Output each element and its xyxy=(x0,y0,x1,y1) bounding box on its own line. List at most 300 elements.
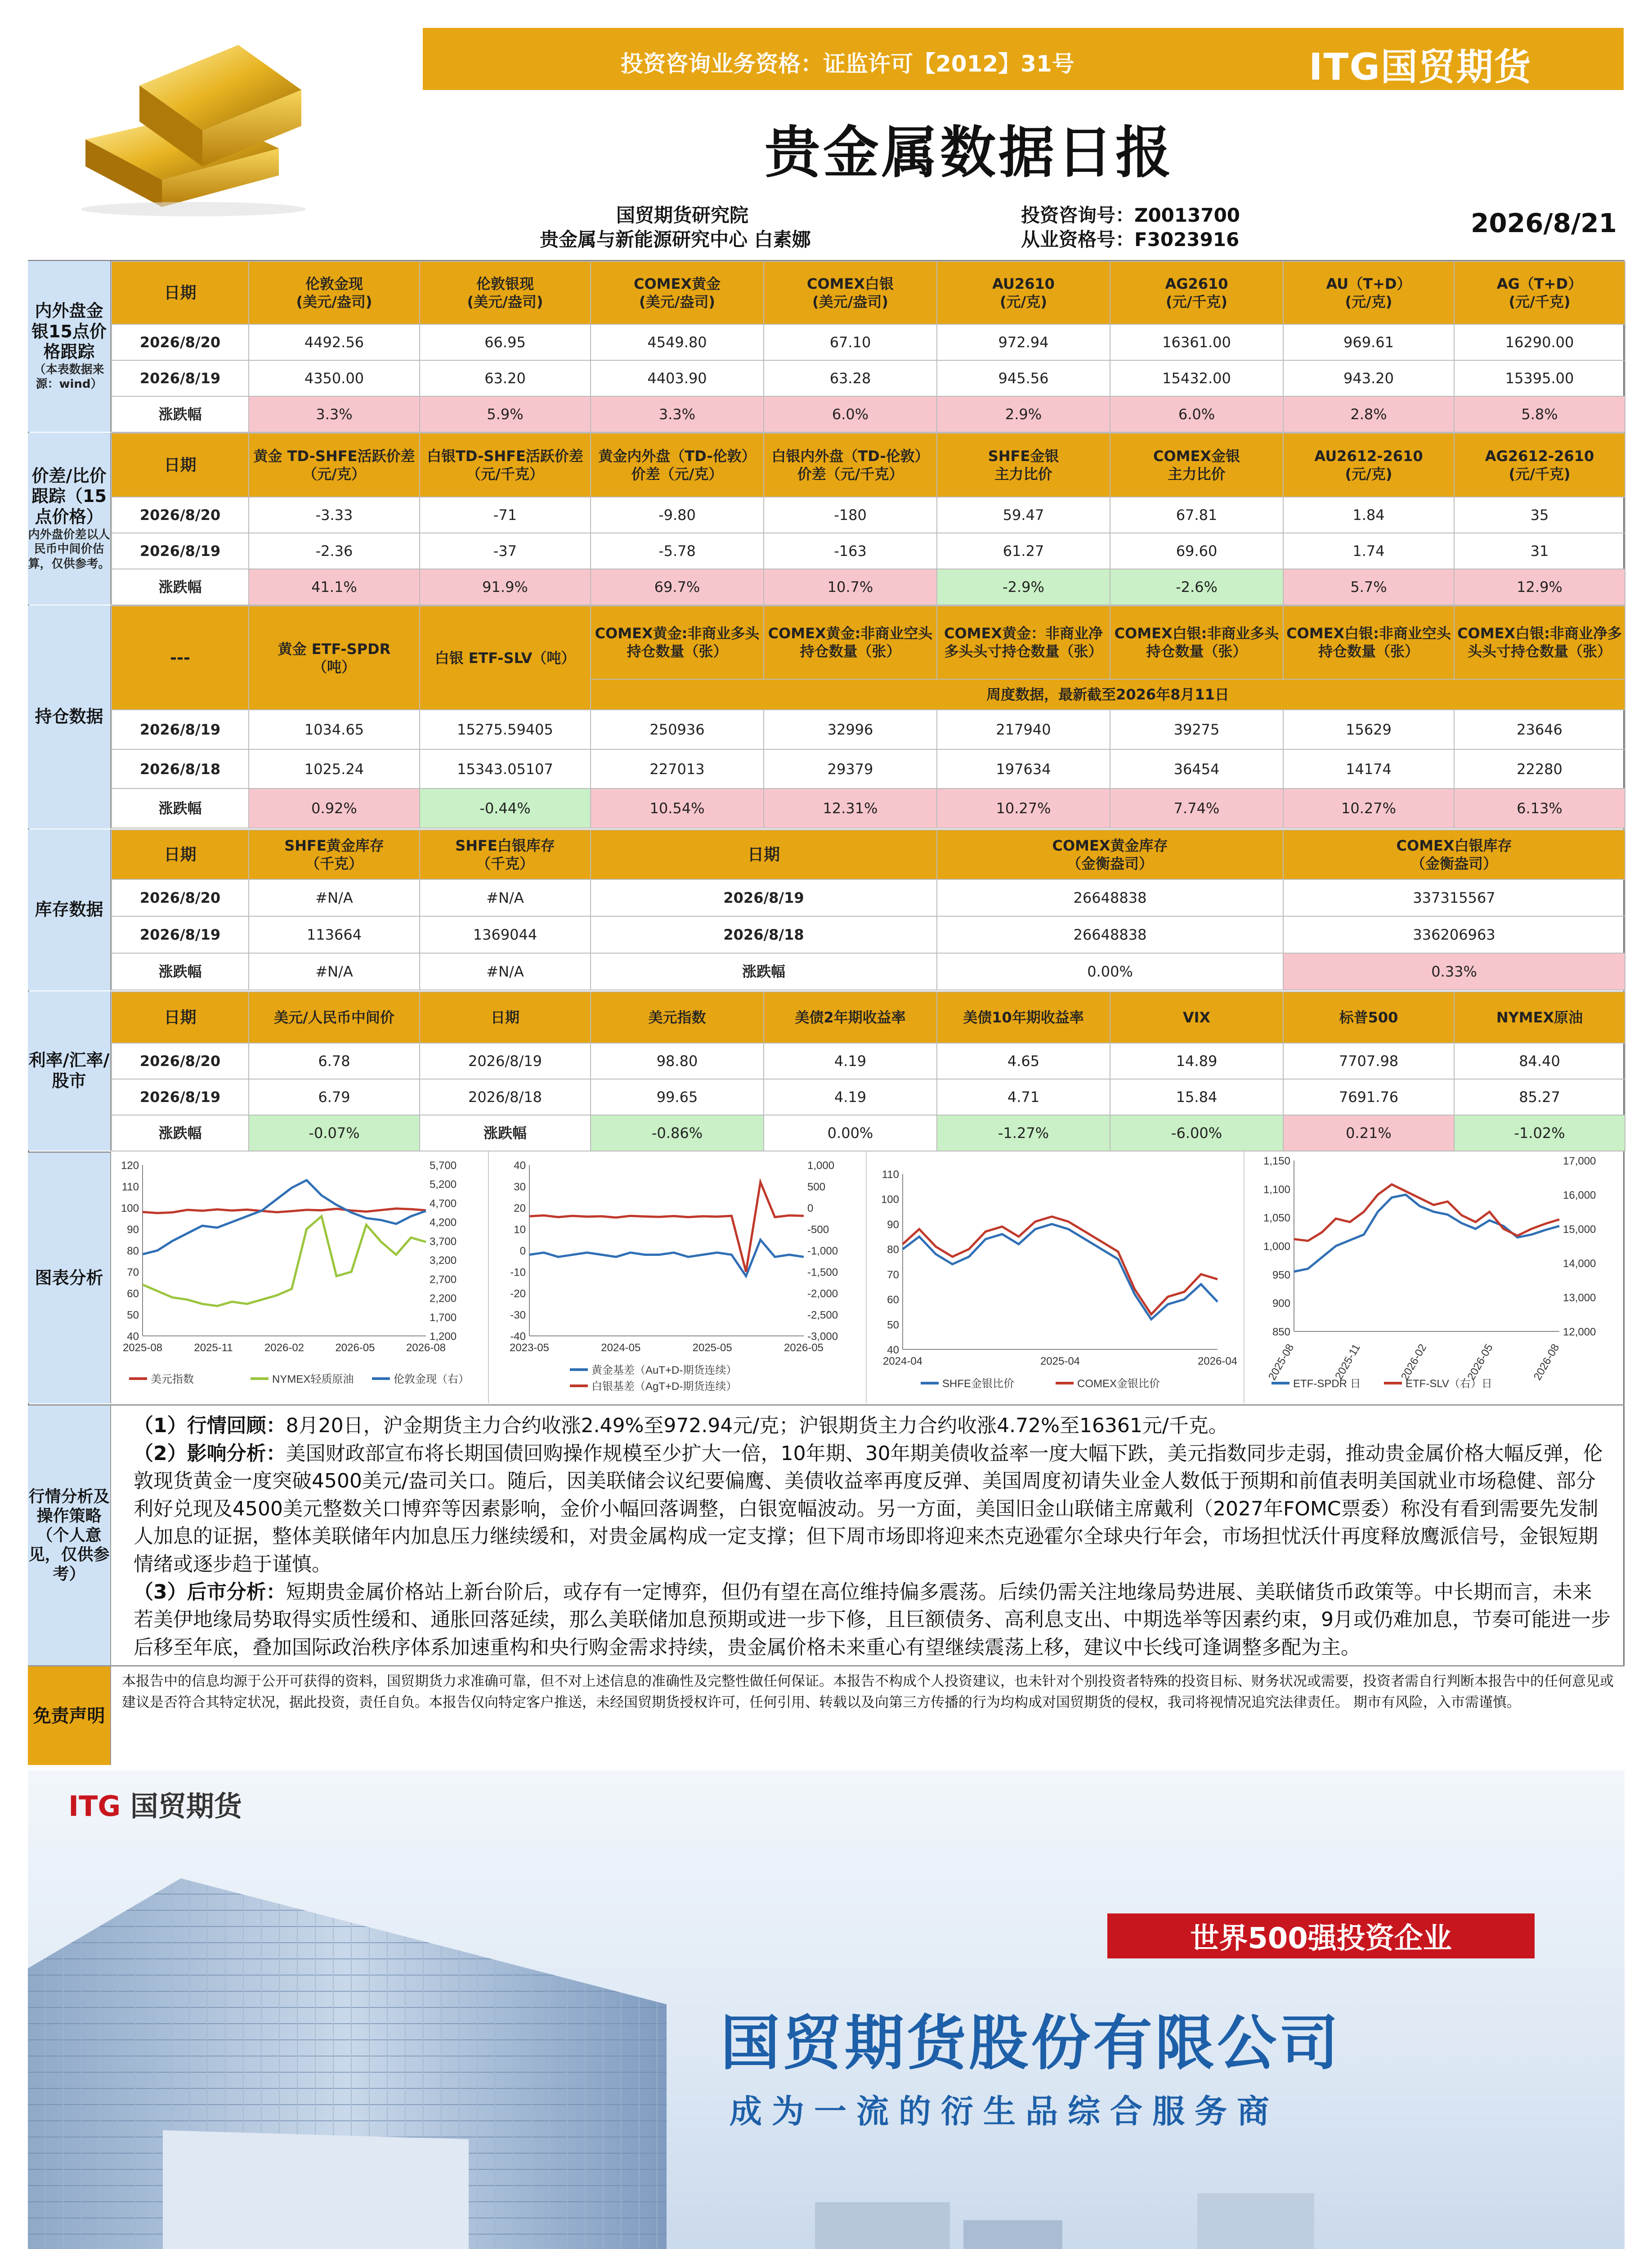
change-cell: 69.7% xyxy=(591,569,764,605)
header-cell: 美元/人民币中间价 xyxy=(249,992,420,1043)
x-tick-label: 2026-05 xyxy=(1465,1342,1495,1383)
header-cell: 日期 xyxy=(112,830,249,879)
data-cell: #N/A xyxy=(420,879,591,916)
data-cell: 7707.98 xyxy=(1283,1043,1454,1079)
header-cell: COMEX白银库存 （金衡盎司） xyxy=(1283,830,1625,879)
data-cell: 197634 xyxy=(937,749,1110,789)
y2-tick-label: 1,000 xyxy=(807,1160,835,1172)
series-line xyxy=(143,1216,426,1306)
header-cell: SHFE金银 主力比价 xyxy=(937,433,1110,497)
side-rates xyxy=(28,991,111,1151)
side-rates-title: 利率/汇率/股市 xyxy=(28,1050,110,1091)
analysis-outlook xyxy=(134,1578,1611,1662)
y2-tick-label: 5,200 xyxy=(430,1178,457,1191)
data-cell: 2026/8/19 xyxy=(420,1043,591,1079)
change-cell: 41.1% xyxy=(249,569,420,605)
y-tick-label: 50 xyxy=(127,1309,139,1322)
y-tick-label: 70 xyxy=(127,1266,139,1279)
y-tick-label: -40 xyxy=(510,1331,526,1343)
series-line xyxy=(903,1217,1218,1314)
inventory-table xyxy=(111,829,1625,990)
change-label: 涨跌幅 xyxy=(112,788,249,828)
header-cell: AG（T+D） (元/千克) xyxy=(1454,261,1625,324)
side-spread-title: 价差/比价跟踪（15点价格） xyxy=(31,466,107,527)
change-cell: 91.9% xyxy=(420,569,591,605)
change-label: 涨跌幅 xyxy=(112,569,249,605)
y2-tick-label: 2,700 xyxy=(430,1273,457,1286)
y-tick-label: 90 xyxy=(127,1223,139,1236)
data-cell: 67.81 xyxy=(1110,497,1283,533)
change-cell: 10.27% xyxy=(1283,788,1454,828)
data-cell: -5.78 xyxy=(591,533,764,569)
header-cell: 标普500 xyxy=(1283,992,1454,1043)
change-cell: 6.0% xyxy=(764,396,937,432)
change-cell: 3.3% xyxy=(249,396,420,432)
weekly-note: 周度数据，最新截至2026年8月11日 xyxy=(591,679,1625,710)
y-tick-label: 1,100 xyxy=(1263,1183,1290,1196)
banner-company-name: 国贸期货股份有限公司 xyxy=(721,2009,1341,2078)
side-spread xyxy=(28,433,111,605)
y-tick-label: 90 xyxy=(887,1219,899,1231)
header-cell: COMEX黄金库存 （金衡盎司） xyxy=(937,830,1283,879)
change-cell: #N/A xyxy=(420,953,591,990)
table-row xyxy=(112,1043,1625,1079)
header-cell: 日期 xyxy=(420,992,591,1043)
change-label: 涨跌幅 xyxy=(112,953,249,990)
header-cell: 日期 xyxy=(591,830,937,879)
y2-tick-label: -500 xyxy=(807,1223,829,1236)
data-cell: 4.71 xyxy=(937,1079,1110,1115)
data-cell: 63.20 xyxy=(420,360,591,396)
x-tick-label: 2026-02 xyxy=(264,1342,304,1354)
y-tick-label: -10 xyxy=(510,1266,526,1279)
side-inventory-title: 库存数据 xyxy=(35,900,103,920)
data-cell: -180 xyxy=(764,497,937,533)
y-tick-label: 850 xyxy=(1272,1326,1290,1338)
legend-label: 伦敦金现（右） xyxy=(394,1373,469,1385)
y-tick-label: 80 xyxy=(127,1245,139,1257)
change-cell: -2.6% xyxy=(1110,569,1283,605)
side-spread-note: 内外盘价差以人民币中间价估算，仅供参考。 xyxy=(28,528,110,571)
change-cell: 7.74% xyxy=(1110,788,1283,828)
header-cell: 黄金 TD-SHFE活跃价差（元/克） xyxy=(249,433,420,497)
header-cell: 白银TD-SHFE活跃价差（元/千克） xyxy=(420,433,591,497)
side-disclaimer-title: 免责声明 xyxy=(33,1705,105,1726)
banner-logo-cn: 国贸期货 xyxy=(130,1790,242,1823)
data-cell: 7691.76 xyxy=(1283,1079,1454,1115)
x-tick-label: 2025-08 xyxy=(122,1342,163,1354)
side-disclaimer xyxy=(28,1665,111,1765)
legend-label: 黄金基差（AuT+D-期货连续） xyxy=(591,1364,737,1376)
side-inventory xyxy=(28,829,111,990)
header-cell: AU2612-2610 (元/克) xyxy=(1283,433,1454,497)
banner-slogan: 成为一流的衍生品综合服务商 xyxy=(730,2092,1280,2130)
x-tick-label: 2026-08 xyxy=(1531,1342,1562,1383)
side-position xyxy=(28,605,111,829)
price-table xyxy=(111,261,1625,433)
y2-tick-label: 12,000 xyxy=(1563,1326,1596,1338)
x-tick-label: 2025-04 xyxy=(1040,1355,1080,1367)
data-cell: 98.80 xyxy=(591,1043,764,1079)
y-tick-label: 40 xyxy=(887,1344,899,1356)
series-line xyxy=(143,1209,426,1213)
x-tick-label: 2025-11 xyxy=(194,1342,233,1354)
change-cell: 0.21% xyxy=(1283,1115,1454,1151)
chart-gold-silver-ratio xyxy=(867,1151,1245,1403)
table-row xyxy=(112,324,1625,360)
change-cell: 6.0% xyxy=(1110,396,1283,432)
change-cell: 5.9% xyxy=(420,396,591,432)
data-cell: 15275.59405 xyxy=(420,710,591,749)
side-analysis xyxy=(28,1404,111,1665)
data-cell: 15432.00 xyxy=(1110,360,1283,396)
y-tick-label: 1,050 xyxy=(1263,1212,1290,1224)
y-tick-label: 10 xyxy=(514,1223,526,1236)
company-banner xyxy=(28,1770,1625,2249)
change-cell: 涨跌幅 xyxy=(591,953,937,990)
change-cell: 5.7% xyxy=(1283,569,1454,605)
chart-gold-usd-oil xyxy=(111,1151,489,1403)
analysis-review-label: （1）行情回顾： xyxy=(134,1414,286,1437)
data-cell: 29379 xyxy=(764,749,937,789)
y-tick-label: 0 xyxy=(519,1245,526,1257)
change-cell: 10.27% xyxy=(937,788,1110,828)
data-cell: 14174 xyxy=(1283,749,1454,789)
header-cell: VIX xyxy=(1110,992,1283,1043)
data-cell: 2026/8/19 xyxy=(112,916,249,953)
y-tick-label: 1,150 xyxy=(1263,1155,1290,1167)
data-cell: 23646 xyxy=(1454,710,1625,749)
y2-tick-label: -2,000 xyxy=(807,1288,838,1300)
series-line xyxy=(903,1224,1218,1319)
change-cell: #N/A xyxy=(249,953,420,990)
table-row xyxy=(112,916,1625,953)
y-tick-label: 110 xyxy=(121,1181,139,1193)
data-cell: 2026/8/20 xyxy=(112,1043,249,1079)
x-tick-label: 2026-02 xyxy=(1398,1342,1429,1383)
header-cell: AG2610 (元/千克) xyxy=(1110,261,1283,324)
header-cell: 白银内外盘（TD-伦敦）价差（元/千克） xyxy=(764,433,937,497)
data-cell: 2026/8/18 xyxy=(112,749,249,789)
side-position-title: 持仓数据 xyxy=(35,707,103,727)
analysis-review xyxy=(134,1412,1611,1440)
header-row xyxy=(112,992,1625,1043)
y-tick-label: 50 xyxy=(887,1319,899,1331)
data-cell: #N/A xyxy=(249,879,420,916)
y-tick-label: 40 xyxy=(514,1160,526,1172)
banner-tag: 世界500强投资企业 xyxy=(1107,1913,1535,1958)
header-cell: AU（T+D） (元/克) xyxy=(1283,261,1454,324)
data-cell: 2026/8/18 xyxy=(591,916,937,953)
analysis-text xyxy=(111,1404,1625,1665)
data-cell: 2026/8/19 xyxy=(112,533,249,569)
table-row xyxy=(112,879,1625,916)
data-cell: 2026/8/20 xyxy=(112,497,249,533)
data-cell: 2026/8/19 xyxy=(591,879,937,916)
data-cell: 15629 xyxy=(1283,710,1454,749)
change-cell: -0.86% xyxy=(591,1115,764,1151)
chart-basis xyxy=(489,1151,867,1403)
y2-tick-label: 1,700 xyxy=(430,1311,457,1324)
data-cell: 15343.05107 xyxy=(420,749,591,789)
qualification-number: 从业资格号：F3023916 xyxy=(1021,228,1240,251)
data-cell: -71 xyxy=(420,497,591,533)
legend-label: ETF-SLV（右）日 xyxy=(1406,1378,1492,1390)
change-cell: 0.33% xyxy=(1283,953,1625,990)
y2-tick-label: 500 xyxy=(807,1181,826,1193)
data-cell: 337315567 xyxy=(1283,879,1625,916)
y-tick-label: 120 xyxy=(121,1160,139,1172)
data-cell: 1369044 xyxy=(420,916,591,953)
data-cell: 1025.24 xyxy=(249,749,420,789)
data-cell: 26648838 xyxy=(937,916,1283,953)
header-cell: SHFE白银库存 （千克） xyxy=(420,830,591,879)
y2-tick-label: 1,200 xyxy=(430,1331,457,1343)
y-tick-label: 80 xyxy=(887,1244,899,1256)
data-cell: 250936 xyxy=(591,710,764,749)
header-cell: 美债10年期收益率 xyxy=(937,992,1110,1043)
y2-tick-label: 5,700 xyxy=(430,1160,457,1172)
rates-table xyxy=(111,991,1625,1151)
data-cell: 59.47 xyxy=(937,497,1110,533)
data-cell: -37 xyxy=(420,533,591,569)
header-cell: COMEX白银:非商业多头持仓数量（张） xyxy=(1110,606,1283,679)
header-cell: COMEX黄金 (美元/盎司) xyxy=(591,261,764,324)
data-cell: 67.10 xyxy=(764,324,937,360)
header-cell: 日期 xyxy=(112,261,249,324)
position-table xyxy=(111,605,1625,829)
side-charts-title: 图表分析 xyxy=(35,1268,103,1288)
change-cell: 12.31% xyxy=(764,788,937,828)
y2-tick-label: 3,200 xyxy=(430,1254,457,1267)
x-tick-label: 2024-04 xyxy=(882,1355,923,1367)
data-cell: 61.27 xyxy=(937,533,1110,569)
data-cell: 972.94 xyxy=(937,324,1110,360)
data-cell: 945.56 xyxy=(937,360,1110,396)
change-cell: 2.8% xyxy=(1283,396,1454,432)
data-cell: 2026/8/19 xyxy=(112,710,249,749)
data-cell: 4549.80 xyxy=(591,324,764,360)
spread-table xyxy=(111,433,1625,605)
legend-label: COMEX金银比价 xyxy=(1077,1378,1160,1390)
data-cell: 2026/8/20 xyxy=(112,324,249,360)
data-cell: 32996 xyxy=(764,710,937,749)
series-line xyxy=(529,1240,804,1276)
y-tick-label: 1,000 xyxy=(1263,1241,1290,1253)
x-tick-label: 2026-08 xyxy=(406,1342,446,1354)
legend-label: NYMEX轻质原油 xyxy=(272,1373,354,1385)
disclaimer-text: 本报告中的信息均源于公开可获得的资料，国贸期货力求准确可靠，但不对上述信息的准确性及完整性做任何保证。本报告不构成个人投资建议，也未针对个别投资者特殊的投资目标、财务状况或需要，投资者需自行判断本报告中的任何意见或建议是否符合其特定状况，据此投资，责任自负。本报告仅向特定客户推送，未经国贸期货授权许可，任何引用、转载以及向第三方传播的行为均构成对国贸期货的侵权，我司将视情况追究法律责任。 期市有风险，入市需谨慎。 xyxy=(111,1665,1625,1765)
header-cell: 白银 ETF-SLV（吨） xyxy=(420,606,591,710)
header-cell: 伦敦银现 (美元/盎司) xyxy=(420,261,591,324)
data-cell: 6.79 xyxy=(249,1079,420,1115)
header-cell: COMEX白银:非商业空头持仓数量（张） xyxy=(1283,606,1454,679)
data-cell: 1034.65 xyxy=(249,710,420,749)
table-row xyxy=(112,749,1625,789)
y-tick-label: 950 xyxy=(1272,1269,1290,1281)
header-cell: AU2610 (元/克) xyxy=(937,261,1110,324)
change-cell: -1.27% xyxy=(937,1115,1110,1151)
change-cell: 0.00% xyxy=(764,1115,937,1151)
table-row xyxy=(112,1079,1625,1115)
data-cell: 36454 xyxy=(1110,749,1283,789)
header-row xyxy=(112,830,1625,879)
x-tick-label: 2025-05 xyxy=(692,1342,732,1354)
y-tick-label: 60 xyxy=(127,1288,139,1300)
header-cell: COMEX黄金:非商业空头持仓数量（张） xyxy=(764,606,937,679)
data-cell: 217940 xyxy=(937,710,1110,749)
data-cell: 4.19 xyxy=(764,1043,937,1079)
data-cell: 2026/8/19 xyxy=(112,360,249,396)
y2-tick-label: -1,500 xyxy=(807,1266,838,1279)
data-cell: -2.36 xyxy=(249,533,420,569)
y2-tick-label: 17,000 xyxy=(1563,1155,1596,1167)
x-tick-label: 2025-11 xyxy=(1333,1342,1363,1382)
series-line xyxy=(529,1182,804,1272)
data-cell: 31 xyxy=(1454,533,1625,569)
header-cell: 美债2年期收益率 xyxy=(764,992,937,1043)
header-row xyxy=(112,606,1625,679)
data-cell: 6.78 xyxy=(249,1043,420,1079)
y2-tick-label: 15,000 xyxy=(1563,1223,1596,1236)
header-row xyxy=(112,261,1625,324)
table-row xyxy=(112,497,1625,533)
y2-tick-label: 13,000 xyxy=(1563,1292,1596,1304)
change-cell: -2.9% xyxy=(937,569,1110,605)
series-line xyxy=(1294,1195,1559,1272)
data-cell: 227013 xyxy=(591,749,764,789)
analysis-impact-label: （2）影响分析： xyxy=(134,1442,286,1465)
data-cell: 35 xyxy=(1454,497,1625,533)
analysis-impact-body: 美国财政部宣布将长期国债回购操作规模至少扩大一倍，10年期、30年期美债收益率一度大幅下跌，美元指数同步走弱，推动贵金属价格大幅反弹，伦敦现货黄金一度突破4500美元/盎司关口。随后，因美联储会议纪要偏鹰、美债收益率再度反弹、美国周度初请失业金人数低于预期和前值表明美国就业市场稳健、部分利好兑现及4500美元整数关口博弈等因素影响，金价小幅回落调整，白银宽幅波动。另一方面，美国旧金山联储主席戴利（2027年FOMC票委）称没有看到需要先发制人加息的证据，整体美联储年内加息压力继续缓和，对贵金属构成一定支撑；但下周市场即将迎来杰克逊霍尔全球央行年会，市场担忧沃什再度释放鹰派信号，金银短期情绪或逐步趋于谨慎。 xyxy=(134,1442,1603,1576)
chart-etf-holdings xyxy=(1245,1151,1625,1403)
change-row xyxy=(112,953,1625,990)
data-cell: 16290.00 xyxy=(1454,324,1625,360)
license-text: 投资咨询业务资格：证监许可【2012】31号 xyxy=(621,51,1074,77)
header-cell: 黄金 ETF-SPDR （吨） xyxy=(249,606,420,710)
x-tick-label: 2026-05 xyxy=(335,1342,375,1354)
data-cell: 26648838 xyxy=(937,879,1283,916)
y-tick-label: 900 xyxy=(1272,1297,1290,1310)
side-price xyxy=(28,261,111,432)
data-cell: -163 xyxy=(764,533,937,569)
header-cell: COMEX金银 主力比价 xyxy=(1110,433,1283,497)
side-analysis-title: 行情分析及操作策略（个人意见，仅供参考） xyxy=(28,1487,110,1584)
header-cell: 日期 xyxy=(112,992,249,1043)
x-tick-label: 2026-05 xyxy=(783,1342,824,1354)
header-row xyxy=(112,433,1625,497)
header-cell: 日期 xyxy=(112,433,249,497)
legend-label: ETF-SPDR 日 xyxy=(1293,1378,1361,1390)
data-cell: 2026/8/18 xyxy=(420,1079,591,1115)
data-cell: 39275 xyxy=(1110,710,1283,749)
data-cell: 99.65 xyxy=(591,1079,764,1115)
change-row xyxy=(112,569,1625,605)
analysis-outlook-body: 短期贵金属价格站上新台阶后，或存有一定博弈，但仍有望在高位维持偏多震荡。后续仍需关注地缘局势进展、美联储货币政策等。中长期而言，未来若美伊地缘局势取得实质性缓和、通胀回落延续，那么美联储加息预期或进一步下修，且巨额债务、高利息支出、中期选举等因素约束，9月或仍难加息，节奏可能进一步后移至年底，叠加国际政治秩序体系加速重构和央行购金需求持续，贵金属价格未来重心有望继续震荡上移，建议中长线可逢调整多配为主。 xyxy=(134,1580,1611,1659)
analysis-outlook-label: （3）后市分析： xyxy=(134,1580,286,1604)
x-tick-label: 2023-05 xyxy=(509,1342,550,1354)
data-cell: 15395.00 xyxy=(1454,360,1625,396)
header-cell: AG2612-2610 (元/千克) xyxy=(1454,433,1625,497)
change-label: 涨跌幅 xyxy=(112,1115,249,1151)
data-cell: 943.20 xyxy=(1283,360,1454,396)
y-tick-label: 20 xyxy=(514,1202,526,1214)
data-cell: 15.84 xyxy=(1110,1079,1283,1115)
y-tick-label: 70 xyxy=(887,1268,899,1281)
data-cell: 1.84 xyxy=(1283,497,1454,533)
change-cell: 3.3% xyxy=(591,396,764,432)
y2-tick-label: -3,000 xyxy=(807,1331,838,1343)
side-charts xyxy=(28,1151,111,1403)
header-cell: 伦敦金现 (美元/盎司) xyxy=(249,261,420,324)
change-cell: 0.92% xyxy=(249,788,420,828)
banner-logo xyxy=(68,1784,242,1824)
header-cell: SHFE黄金库存 （千克） xyxy=(249,830,420,879)
side-price-note: （本表数据来源：wind） xyxy=(34,363,104,391)
header-cell: COMEX白银 (美元/盎司) xyxy=(764,261,937,324)
change-cell: 5.8% xyxy=(1454,396,1625,432)
y2-tick-label: 14,000 xyxy=(1563,1258,1596,1270)
gold-bars-image xyxy=(67,31,319,220)
header-cell: 黄金内外盘（TD-伦敦）价差（元/克） xyxy=(591,433,764,497)
header-cell: NYMEX原油 xyxy=(1454,992,1625,1043)
data-cell: 22280 xyxy=(1454,749,1625,789)
y-tick-label: 100 xyxy=(881,1193,899,1206)
data-cell: 14.89 xyxy=(1110,1043,1283,1079)
y-tick-label: 30 xyxy=(514,1181,526,1193)
change-label: 涨跌幅 xyxy=(112,396,249,432)
data-cell: 4492.56 xyxy=(249,324,420,360)
header-cell: 美元指数 xyxy=(591,992,764,1043)
data-cell: 2026/8/20 xyxy=(112,879,249,916)
data-cell: 63.28 xyxy=(764,360,937,396)
report-date: 2026/8/21 xyxy=(1471,208,1617,238)
y-tick-label: 100 xyxy=(121,1202,139,1214)
y2-tick-label: 3,700 xyxy=(430,1235,457,1248)
change-cell: 6.13% xyxy=(1454,788,1625,828)
header-bar xyxy=(423,28,1624,90)
y2-tick-label: 0 xyxy=(807,1202,814,1214)
y-tick-label: 60 xyxy=(887,1294,899,1306)
institute-name: 国贸期货研究院 xyxy=(616,204,749,226)
charts-area xyxy=(111,1151,1625,1403)
analysis-impact xyxy=(134,1440,1611,1578)
y2-tick-label: 16,000 xyxy=(1563,1189,1596,1201)
change-cell: 涨跌幅 xyxy=(420,1115,591,1151)
data-cell: 113664 xyxy=(249,916,420,953)
data-cell: 66.95 xyxy=(420,324,591,360)
y2-tick-label: 2,200 xyxy=(430,1292,457,1305)
banner-logo-itg: ITG xyxy=(68,1790,121,1823)
y2-tick-label: 4,200 xyxy=(430,1216,457,1229)
change-cell: -6.00% xyxy=(1110,1115,1283,1151)
data-cell: 2026/8/19 xyxy=(112,1079,249,1115)
legend-label: 白银基差（AgT+D-期货连续） xyxy=(591,1380,737,1393)
x-tick-label: 2024-05 xyxy=(601,1342,641,1354)
data-cell: 4403.90 xyxy=(591,360,764,396)
change-cell: -0.07% xyxy=(249,1115,420,1151)
data-cell: 85.27 xyxy=(1454,1079,1625,1115)
header-cell: COMEX黄金：非商业净多头头寸持仓数量（张） xyxy=(937,606,1110,679)
header-cell: --- xyxy=(112,606,249,710)
data-cell: 84.40 xyxy=(1454,1043,1625,1079)
data-cell: 16361.00 xyxy=(1110,324,1283,360)
y-tick-label: -30 xyxy=(510,1309,526,1322)
change-cell: 0.00% xyxy=(937,953,1283,990)
table-row xyxy=(112,360,1625,396)
change-row xyxy=(112,396,1625,432)
header-cell: COMEX黄金:非商业多头持仓数量（张） xyxy=(591,606,764,679)
